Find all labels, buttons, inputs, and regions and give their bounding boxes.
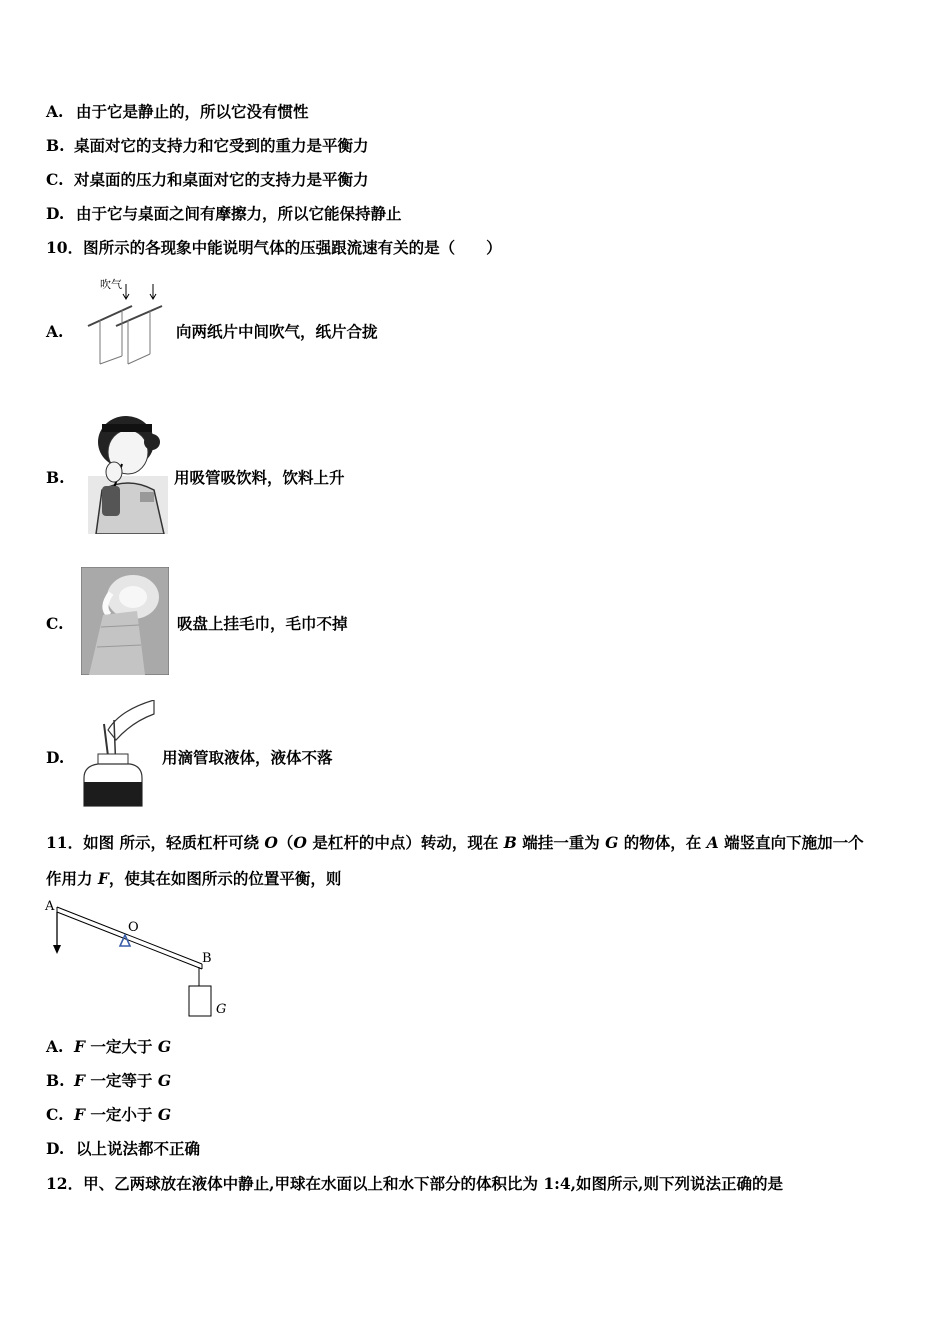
q9-option-a-text: 由于它是静止的，所以它没有惯性 <box>76 102 309 121</box>
q11-option-c-letter: C. <box>46 1105 64 1124</box>
q10-option-d-text: 用滴管取液体，液体不落 <box>162 748 333 767</box>
paper-strips-figure <box>86 276 170 368</box>
q11-option-a-letter: A. <box>46 1037 64 1056</box>
q11-stem-part3: 是杠杆的中点）转动，现在 <box>306 833 504 852</box>
q11-option-b-g: G <box>157 1071 172 1090</box>
q11-option-b-letter: B. <box>46 1071 65 1090</box>
q11-stem2-part1: 作用力 <box>46 869 98 888</box>
q11-stem-part2: （ <box>277 833 294 852</box>
q11-stem2-part2: ，使其在如图所示的位置平衡，则 <box>108 869 342 888</box>
lever-label-g: G <box>216 1002 227 1017</box>
q11-stem-part1: 11．如图 所示，轻质杠杆可绕 <box>46 833 265 852</box>
q9-option-b-text: 桌面对它的支持力和它受到的重力是平衡力 <box>74 136 369 155</box>
girl-drinking-straw-image <box>88 406 168 534</box>
q9-option-d-letter: D. <box>46 204 65 223</box>
q11-stem-A: A <box>706 833 719 852</box>
q11-stem-part4: 端挂一重为 <box>516 833 606 852</box>
q11-stem-part5: 的物体，在 <box>618 833 707 852</box>
q11-stem-part6: 端竖直向下施加一个 <box>718 833 864 852</box>
q10-option-c-text: 吸盘上挂毛巾，毛巾不掉 <box>177 614 348 633</box>
q11-option-c-mid: 一定小于 <box>85 1105 158 1124</box>
q10-option-a-letter: A. <box>46 322 64 341</box>
q10-option-a-text: 向两纸片中间吹气，纸片合拢 <box>176 322 378 341</box>
q10-option-b-text: 用吸管吸饮料，饮料上升 <box>174 468 345 487</box>
q11-stem2-F: F <box>97 869 109 888</box>
q11-option-c-f: F <box>74 1105 86 1124</box>
lever-diagram <box>40 898 240 1022</box>
q9-option-a-letter: A. <box>46 102 64 121</box>
q11-option-d-letter: D. <box>46 1139 65 1158</box>
q11-option-a-g: G <box>157 1037 172 1056</box>
q9-option-d-text: 由于它与桌面之间有摩擦力，所以它能保持静止 <box>76 204 402 223</box>
q10-option-d-letter: D. <box>46 748 65 767</box>
q11-stem-O1: O <box>264 833 278 852</box>
q11-option-b-text <box>74 1071 171 1091</box>
q11-stem-O2: O <box>293 833 307 852</box>
q10-stem: 10．图所示的各现象中能说明气体的压强跟流速有关的是（ ） <box>46 238 502 257</box>
q11-option-a-mid: 一定大于 <box>85 1037 158 1056</box>
lever-label-o: O <box>128 920 139 935</box>
q11-option-d-text: 以上说法都不正确 <box>76 1139 201 1158</box>
q11-stem-G: G <box>605 833 619 852</box>
q11-stem-line2 <box>46 869 341 889</box>
lever-label-a: A <box>45 899 55 914</box>
suction-cup-towel-image <box>81 567 169 675</box>
q11-option-c-g: G <box>157 1105 172 1124</box>
q10-option-b-letter: B. <box>46 468 65 487</box>
lever-label-b: B <box>202 951 212 966</box>
q12-stem: 12．甲、乙两球放在液体中静止,甲球在水面以上和水下部分的体积比为 1:4,如图所示,则下列说法正确的是 <box>46 1174 783 1193</box>
q11-stem-line1 <box>46 833 864 853</box>
q9-option-b-letter: B. <box>46 136 65 155</box>
q9-option-c-letter: C. <box>46 170 64 189</box>
q11-option-b-f: F <box>74 1071 86 1090</box>
q11-option-c-text <box>74 1105 171 1125</box>
q11-option-a-text <box>74 1037 171 1057</box>
q9-option-c-text: 对桌面的压力和桌面对它的支持力是平衡力 <box>74 170 369 189</box>
dropper-bottle-image <box>80 700 156 810</box>
blow-label: 吹气 <box>100 278 122 291</box>
q10-option-c-letter: C. <box>46 614 64 633</box>
q11-option-b-mid: 一定等于 <box>85 1071 158 1090</box>
q11-option-a-f: F <box>74 1037 86 1056</box>
q11-stem-B: B <box>503 833 517 852</box>
